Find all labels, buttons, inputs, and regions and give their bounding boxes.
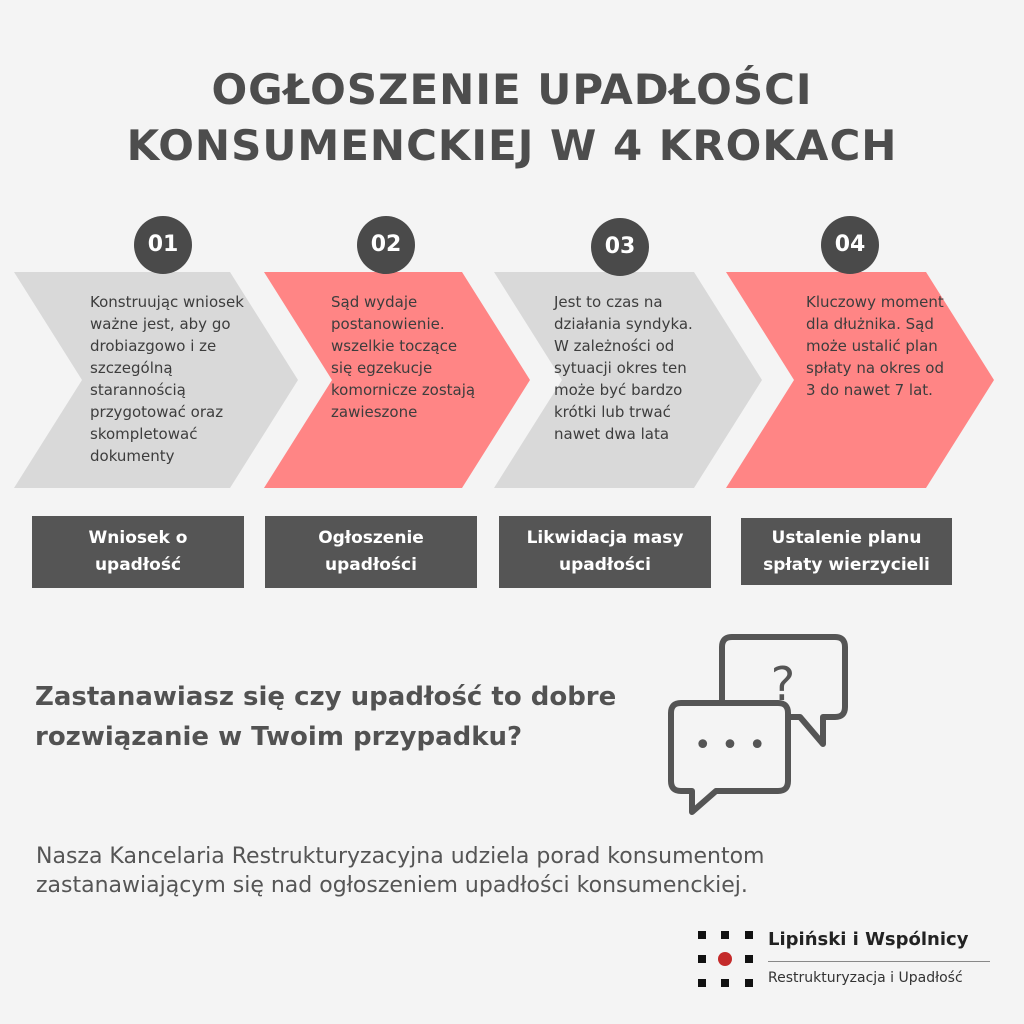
step-1-label-line-2: upadłość [94,555,182,575]
brand-divider [768,961,990,962]
step-2-label-line-2: upadłości [325,555,417,575]
chat-dots: • • • [693,728,767,763]
step-4-label-line-1: Ustalenie planu [771,527,922,548]
step-3-description: Jest to czas na działania syndyka. W zależności od sytuacji okres ten może być bardzo krótki lub trwać nawet dwa lata [554,293,693,443]
step-4-number: 04 [821,216,879,274]
step-2-label [265,516,477,588]
step-3-number: 03 [591,218,649,276]
info-text: Nasza Kancelaria Restrukturyzacyjna udziela porad konsumentom zastanawiającym się nad ogłoszeniem upadłości konsumenckiej. [36,844,765,898]
question-heading: Zastanawiasz się czy upadłość to dobre rozwiązanie w Twoim przypadku? [35,682,617,752]
brand-tagline: Restrukturyzacja i Upadłość [768,970,963,986]
title-line-2: KONSUMENCKIEJ W 4 KROKACH [126,121,898,170]
step-3-label-line-1: Likwidacja masy [526,528,684,548]
step-1-description: Konstruując wniosek ważne jest, aby go drobiazgowo i ze szczególną starannością przygotować oraz skompletować dokumenty [90,293,244,465]
step-2-label-line-1: Ogłoszenie [318,528,424,548]
step-1-number: 01 [134,216,192,274]
step-3-label [499,516,711,588]
step-2-number: 02 [357,216,415,274]
title-line-1: OGŁOSZENIE UPADŁOŚCI [211,65,813,114]
step-1-label-line-1: Wniosek o [88,528,188,548]
step-4-label-line-2: spłaty wierzycieli [763,554,930,575]
chat-bubbles-icon [671,637,845,812]
step-2-description: Sąd wydaje postanowienie. wszelkie toczące się egzekucje komornicze zostają zawieszone [331,293,476,421]
brand-name: Lipiński i Wspólnicy [768,929,969,950]
chat-question-mark: ? [770,657,796,711]
step-1-label [32,516,244,588]
brand-logo [698,931,753,987]
step-3-label-line-2: upadłości [559,555,651,575]
step-4-description: Kluczowy moment dla dłużnika. Sąd może ustalić plan spłaty na okres od 3 do nawet 7 lat. [806,293,944,399]
step-4-label [741,518,952,585]
